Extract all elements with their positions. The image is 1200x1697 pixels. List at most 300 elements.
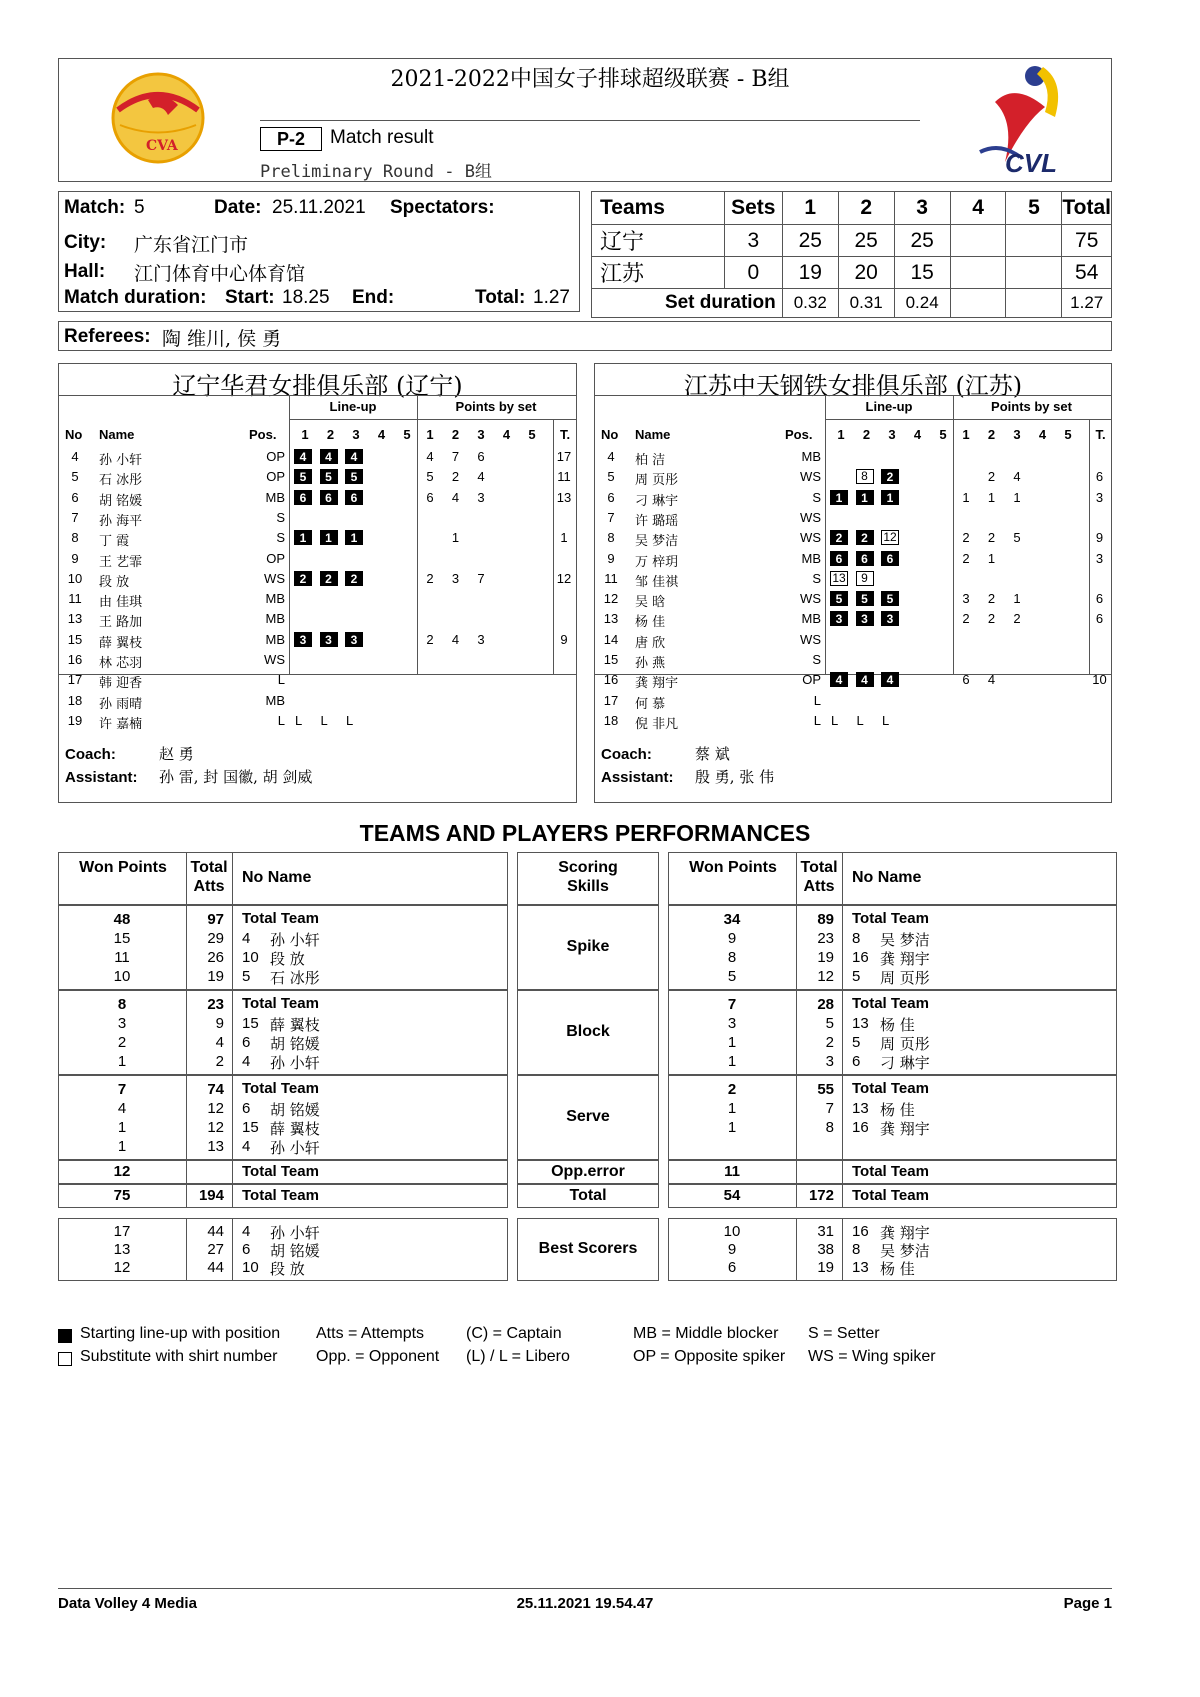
player-row bbox=[59, 508, 576, 528]
set-points: 4 bbox=[451, 631, 460, 647]
player-number: 16 bbox=[603, 672, 619, 688]
total-atts: 27 bbox=[207, 1241, 224, 1258]
player-number: 13 bbox=[603, 611, 619, 627]
total-duration: 1.27 bbox=[1062, 289, 1112, 318]
set-points: 3 bbox=[451, 570, 460, 586]
player-row bbox=[595, 467, 1111, 487]
player-number: 10 bbox=[242, 949, 259, 966]
player-position: MB bbox=[801, 550, 821, 566]
set-duration bbox=[950, 289, 1006, 318]
player-number: 6 bbox=[242, 1034, 251, 1051]
player-total-points: 12 bbox=[556, 570, 572, 586]
set-points: 2 bbox=[962, 550, 970, 566]
won-points: 34 bbox=[723, 911, 741, 928]
starting-position-box: 6 bbox=[830, 551, 848, 566]
player-position: S bbox=[276, 509, 285, 525]
player-number: 6 bbox=[71, 489, 79, 505]
set-points: 6 bbox=[477, 449, 485, 464]
starting-position-box: 1 bbox=[294, 530, 312, 545]
performance-title: TEAMS AND PLAYERS PERFORMANCES bbox=[359, 820, 811, 846]
starting-position-box: 2 bbox=[830, 530, 848, 545]
total-atts: 19 bbox=[817, 949, 834, 966]
city: 广东省江门市 bbox=[134, 234, 249, 256]
player-name: 孙 小轩 bbox=[270, 1224, 320, 1242]
set-points: 7 bbox=[477, 570, 485, 586]
player-row bbox=[59, 650, 576, 670]
won-points-header: Won Points bbox=[689, 859, 777, 876]
player-row bbox=[595, 488, 1111, 508]
set-score bbox=[950, 257, 1006, 289]
won-points: 1 bbox=[727, 1119, 737, 1136]
row-label: Total Team bbox=[242, 1187, 319, 1204]
team-a-roster bbox=[58, 363, 577, 803]
set-points: 6 bbox=[426, 489, 434, 505]
skill-name: Opp.error bbox=[551, 1163, 625, 1180]
divider bbox=[595, 395, 1111, 396]
total-atts: 8 bbox=[825, 1119, 834, 1136]
total-atts: 172 bbox=[808, 1187, 834, 1204]
player-total-points: 1 bbox=[560, 530, 568, 546]
won-points: 7 bbox=[117, 1081, 127, 1098]
player-row bbox=[595, 650, 1111, 670]
lineup-header: Line-up bbox=[865, 399, 913, 414]
won-points: 3 bbox=[727, 1015, 737, 1032]
player-number: 11 bbox=[604, 570, 618, 586]
player-number: 6 bbox=[852, 1053, 861, 1070]
player-name: 倪 非凡 bbox=[635, 716, 679, 732]
name-header: Name bbox=[99, 427, 135, 442]
no-header: No bbox=[601, 427, 619, 442]
cva-logo bbox=[108, 70, 208, 166]
total-atts: 4 bbox=[215, 1034, 224, 1051]
lineup-col-header: 5 bbox=[403, 427, 411, 442]
set-points: 5 bbox=[1013, 530, 1021, 546]
total-atts: 44 bbox=[207, 1259, 224, 1276]
legend-item: Starting line-up with position bbox=[80, 1325, 281, 1342]
won-points: 4 bbox=[117, 1100, 127, 1117]
set-points: 1 bbox=[962, 489, 970, 505]
player-name: 段 放 bbox=[270, 1260, 305, 1278]
set-points: 2 bbox=[1013, 611, 1021, 627]
won-points: 1 bbox=[117, 1053, 127, 1070]
player-row bbox=[595, 549, 1111, 569]
divider bbox=[842, 852, 843, 905]
team-name: 江苏 bbox=[592, 257, 725, 289]
player-position: OP bbox=[266, 469, 285, 485]
player-row bbox=[59, 488, 576, 508]
starting-position-box: 1 bbox=[345, 530, 363, 545]
player-position: WS bbox=[800, 469, 821, 485]
player-number: 5 bbox=[852, 1034, 861, 1051]
player-number: 4 bbox=[242, 1138, 251, 1155]
player-number: 8 bbox=[71, 530, 79, 546]
player-number: 9 bbox=[607, 550, 615, 566]
starting-position-box: 5 bbox=[294, 469, 312, 484]
starting-position-box: 4 bbox=[856, 672, 874, 687]
skill-name: Total bbox=[569, 1187, 607, 1204]
starting-position-box: 3 bbox=[320, 632, 338, 647]
player-name: 柏 洁 bbox=[635, 453, 666, 468]
player-row bbox=[595, 670, 1111, 690]
footer-timestamp: 25.11.2021 19.54.47 bbox=[516, 1595, 654, 1612]
player-position: OP bbox=[266, 550, 285, 566]
player-row bbox=[59, 630, 576, 650]
report-subtitle: Match result bbox=[330, 127, 434, 148]
substitute-box: 8 bbox=[856, 469, 874, 484]
score-header: Sets bbox=[724, 192, 782, 225]
player-number: 7 bbox=[607, 509, 615, 525]
substitute-box: 9 bbox=[856, 571, 874, 586]
player-name: 吴 梦洁 bbox=[880, 1242, 930, 1260]
player-total-points: 9 bbox=[560, 631, 568, 647]
player-name: 刁 琳宇 bbox=[880, 1054, 930, 1072]
cva-logo-text: CVA bbox=[146, 138, 178, 154]
won-points: 1 bbox=[727, 1053, 737, 1070]
player-number: 16 bbox=[852, 1119, 869, 1136]
points-header: Points by set bbox=[455, 399, 537, 414]
divider bbox=[842, 1184, 843, 1208]
player-number: 15 bbox=[603, 652, 619, 667]
player-position: WS bbox=[800, 591, 821, 607]
player-name: 薛 翼枝 bbox=[270, 1016, 320, 1034]
lineup-col-header: 2 bbox=[326, 427, 335, 442]
player-number: 5 bbox=[852, 968, 861, 985]
player-name: 孙 小轩 bbox=[270, 1054, 320, 1072]
player-position: L bbox=[277, 712, 285, 728]
total-label: Total: bbox=[475, 287, 526, 308]
player-name: 何 慕 bbox=[635, 696, 666, 712]
points-col-header: 2 bbox=[451, 427, 460, 442]
won-points: 8 bbox=[727, 949, 737, 966]
duration-label: Match duration: bbox=[64, 287, 207, 308]
player-position: MB bbox=[801, 611, 821, 627]
legend-item: OP = Opposite spiker bbox=[633, 1348, 786, 1365]
title-underline bbox=[260, 120, 920, 121]
total-atts: 55 bbox=[817, 1081, 834, 1098]
set-points: 1 bbox=[1013, 591, 1021, 607]
player-number: 6 bbox=[242, 1100, 251, 1117]
player-name: 刁 琳宇 bbox=[635, 493, 679, 509]
won-points: 7 bbox=[727, 996, 737, 1013]
player-number: 16 bbox=[67, 652, 83, 667]
player-name: 孙 燕 bbox=[635, 656, 666, 671]
set-points: 2 bbox=[987, 611, 996, 627]
player-name: 王 路加 bbox=[99, 615, 143, 631]
spectators-label: Spectators: bbox=[390, 197, 495, 218]
player-name: Total Team bbox=[852, 910, 929, 927]
starting-position-box: 3 bbox=[881, 611, 899, 626]
lineup-col-header: 4 bbox=[913, 427, 922, 442]
player-name: 唐 欣 bbox=[635, 635, 666, 651]
score-header: Teams bbox=[592, 192, 725, 225]
lineup-col-header: 5 bbox=[939, 427, 947, 442]
score-header: 4 bbox=[950, 192, 1006, 225]
player-name: 孙 雨晴 bbox=[99, 696, 143, 712]
set-points: 4 bbox=[426, 449, 434, 464]
skill-name: Serve bbox=[566, 1107, 610, 1125]
player-name: 龚 翔宇 bbox=[880, 1224, 930, 1242]
starting-position-box: 3 bbox=[856, 611, 874, 626]
player-name: 孙 小轩 bbox=[99, 453, 143, 468]
starting-position-box: 4 bbox=[320, 449, 338, 464]
legend-item: (C) = Captain bbox=[466, 1325, 562, 1342]
player-number: 4 bbox=[242, 1223, 251, 1240]
player-number: 17 bbox=[603, 692, 619, 708]
player-number: 13 bbox=[852, 1259, 869, 1276]
no-name-header: No Name bbox=[242, 869, 312, 886]
sets-won: 3 bbox=[724, 225, 782, 257]
report-code: P-2 bbox=[260, 127, 322, 151]
player-name: 胡 铭媛 bbox=[270, 1101, 320, 1119]
starting-position-box: 5 bbox=[320, 469, 338, 484]
player-row bbox=[595, 711, 1111, 731]
team-b-roster bbox=[594, 363, 1112, 803]
match-date: 25.11.2021 bbox=[272, 197, 366, 218]
won-points-header: Won Points bbox=[79, 859, 167, 876]
points-col-header: 4 bbox=[502, 427, 511, 442]
total-atts: 2 bbox=[825, 1034, 834, 1051]
total-atts: 12 bbox=[817, 968, 834, 985]
set-points: 2 bbox=[987, 469, 996, 485]
starting-position-box: 2 bbox=[856, 530, 874, 545]
set-score: 15 bbox=[894, 257, 950, 289]
score-header: 5 bbox=[1006, 192, 1062, 225]
set-duration-label: Set duration bbox=[592, 289, 783, 318]
match-no: 5 bbox=[134, 197, 145, 218]
player-name: 孙 小轩 bbox=[270, 1139, 320, 1157]
substitute-box: 12 bbox=[881, 530, 899, 545]
won-points: 1 bbox=[727, 1100, 737, 1117]
divider bbox=[796, 852, 797, 905]
points-col-header: 1 bbox=[426, 427, 434, 442]
score-header: 3 bbox=[894, 192, 950, 225]
player-name: Total Team bbox=[242, 995, 319, 1012]
score-header-row bbox=[592, 192, 1112, 225]
total-atts: 23 bbox=[207, 996, 224, 1013]
score-table bbox=[591, 191, 1112, 318]
player-position: MB bbox=[265, 611, 285, 627]
divider bbox=[186, 1160, 187, 1184]
match-label: Match: bbox=[64, 197, 126, 218]
player-row bbox=[59, 691, 576, 711]
won-points: 1 bbox=[117, 1138, 127, 1155]
sets-won: 0 bbox=[724, 257, 782, 289]
starting-position-box: 6 bbox=[345, 490, 363, 505]
player-name: 许 嘉楠 bbox=[99, 716, 143, 732]
player-row bbox=[59, 467, 576, 487]
player-name: 林 芯羽 bbox=[99, 656, 143, 671]
player-position: MB bbox=[801, 449, 821, 464]
player-position: S bbox=[812, 652, 821, 667]
set-score: 25 bbox=[894, 225, 950, 257]
player-total-points: 6 bbox=[1095, 469, 1104, 485]
set-points: 2 bbox=[987, 591, 996, 607]
total-atts-header: Total Atts bbox=[800, 859, 838, 895]
footer-rule bbox=[58, 1588, 1112, 1589]
legend-item: WS = Wing spiker bbox=[808, 1348, 936, 1365]
points-col-header: 2 bbox=[987, 427, 996, 442]
player-row bbox=[59, 670, 576, 690]
set-score: 19 bbox=[782, 257, 838, 289]
divider bbox=[232, 1160, 233, 1184]
team-name: 辽宁华君女排俱乐部 (辽宁) bbox=[172, 372, 463, 400]
pos-header: Pos. bbox=[249, 427, 277, 442]
cvl-logo-text: CVL bbox=[1005, 148, 1057, 177]
total-atts: 3 bbox=[825, 1053, 834, 1070]
player-number: 12 bbox=[603, 591, 619, 607]
player-row bbox=[59, 711, 576, 731]
starting-position-box: 2 bbox=[345, 571, 363, 586]
legend-item: (L) / L = Libero bbox=[466, 1348, 570, 1365]
total-atts: 12 bbox=[207, 1119, 224, 1136]
player-number: 6 bbox=[242, 1241, 251, 1258]
team-name: 江苏中天钢铁女排俱乐部 (江苏) bbox=[683, 372, 1023, 400]
lineup-header: Line-up bbox=[329, 399, 377, 414]
set-points: 6 bbox=[962, 672, 970, 688]
libero-mark: L bbox=[295, 712, 303, 728]
total-atts: 23 bbox=[817, 930, 834, 947]
player-name: 龚 翔宇 bbox=[880, 1120, 930, 1138]
set-points: 4 bbox=[451, 489, 460, 505]
starting-position-box: 2 bbox=[881, 469, 899, 484]
won-points: 5 bbox=[727, 968, 737, 985]
won-points: 10 bbox=[113, 968, 131, 985]
no-header: No bbox=[65, 427, 83, 442]
set-points: 3 bbox=[962, 591, 970, 607]
player-number: 15 bbox=[67, 631, 83, 647]
player-name: 韩 迎香 bbox=[99, 676, 143, 692]
set-points: 1 bbox=[987, 550, 996, 566]
starting-position-box: 6 bbox=[320, 490, 338, 505]
won-points: 2 bbox=[117, 1034, 127, 1051]
player-position: WS bbox=[264, 570, 285, 586]
divider bbox=[842, 1218, 843, 1281]
divider bbox=[842, 990, 843, 1075]
player-row bbox=[595, 691, 1111, 711]
player-position: WS bbox=[800, 631, 821, 647]
divider bbox=[796, 1160, 797, 1184]
player-position: S bbox=[276, 530, 285, 546]
set-points: 4 bbox=[477, 469, 485, 485]
skill-name: Spike bbox=[566, 937, 610, 955]
player-name: 段 放 bbox=[270, 950, 305, 968]
total-time: 1.27 bbox=[533, 287, 570, 308]
player-name: 杨 佳 bbox=[880, 1101, 915, 1119]
player-row bbox=[59, 447, 576, 467]
assistant-names: 孙 雷, 封 国徽, 胡 剑威 bbox=[159, 768, 313, 786]
player-number: 13 bbox=[67, 611, 83, 627]
footer-page: Page 1 bbox=[1063, 1595, 1112, 1612]
set-points: 1 bbox=[1013, 489, 1021, 505]
coach-name: 赵 勇 bbox=[159, 745, 194, 763]
player-total-points: 10 bbox=[1092, 672, 1107, 688]
player-position: S bbox=[812, 570, 821, 586]
starting-position-box: 5 bbox=[830, 591, 848, 606]
starting-position-box: 3 bbox=[294, 632, 312, 647]
score-header: 2 bbox=[838, 192, 894, 225]
starting-position-box: 4 bbox=[345, 449, 363, 464]
player-number: 5 bbox=[242, 968, 251, 985]
legend-sub-swatch bbox=[58, 1352, 72, 1366]
set-score: 25 bbox=[838, 225, 894, 257]
divider bbox=[842, 1160, 843, 1184]
divider bbox=[825, 419, 1111, 420]
player-name: 邹 佳祺 bbox=[635, 574, 679, 590]
player-name: 胡 铭媛 bbox=[270, 1035, 320, 1053]
player-number: 14 bbox=[603, 631, 619, 647]
player-row bbox=[59, 569, 576, 589]
starting-position-box: 4 bbox=[881, 672, 899, 687]
won-points: 13 bbox=[113, 1241, 131, 1258]
won-points: 12 bbox=[113, 1163, 131, 1180]
won-points: 9 bbox=[727, 1241, 737, 1258]
player-name: 龚 翔宇 bbox=[635, 676, 679, 692]
total-atts: 38 bbox=[817, 1241, 834, 1258]
starting-position-box: 1 bbox=[881, 490, 899, 505]
player-name: 杨 佳 bbox=[880, 1260, 915, 1278]
player-position: L bbox=[277, 672, 285, 688]
won-points: 6 bbox=[727, 1259, 737, 1276]
player-name: 周 页彤 bbox=[635, 473, 679, 489]
set-score bbox=[950, 225, 1006, 257]
points-header: Points by set bbox=[991, 399, 1072, 414]
player-number: 5 bbox=[71, 469, 79, 485]
set-points: 7 bbox=[451, 449, 460, 464]
player-name: 段 放 bbox=[99, 574, 130, 590]
score-row bbox=[592, 257, 1112, 289]
player-total-points: 3 bbox=[1095, 489, 1104, 505]
libero-mark: L bbox=[320, 712, 328, 728]
won-points: 9 bbox=[727, 930, 737, 947]
player-position: L bbox=[813, 692, 821, 708]
total-header: T. bbox=[559, 427, 571, 442]
set-score bbox=[1006, 257, 1062, 289]
divider bbox=[232, 905, 233, 990]
lineup-col-header: 3 bbox=[888, 427, 896, 442]
player-number: 16 bbox=[852, 1223, 869, 1240]
starting-position-box: 5 bbox=[856, 591, 874, 606]
player-position: OP bbox=[266, 449, 285, 464]
libero-mark: L bbox=[856, 712, 864, 728]
set-points: 5 bbox=[426, 469, 434, 485]
row-label: Total Team bbox=[852, 1187, 929, 1204]
starting-position-box: 1 bbox=[856, 490, 874, 505]
divider bbox=[232, 852, 233, 905]
divider bbox=[289, 419, 576, 420]
won-points: 11 bbox=[114, 949, 130, 966]
score-header: Total bbox=[1062, 192, 1112, 225]
player-total-points: 6 bbox=[1095, 591, 1104, 607]
lineup-col-header: 1 bbox=[301, 427, 309, 442]
set-points: 2 bbox=[451, 469, 460, 485]
player-position: S bbox=[812, 489, 821, 505]
player-position: WS bbox=[264, 652, 285, 667]
set-score: 25 bbox=[782, 225, 838, 257]
won-points: 12 bbox=[113, 1259, 131, 1276]
starting-position-box: 3 bbox=[345, 632, 363, 647]
set-points: 1 bbox=[987, 489, 996, 505]
hall-label: Hall: bbox=[64, 261, 106, 282]
player-number: 10 bbox=[242, 1259, 259, 1276]
set-points: 4 bbox=[1013, 469, 1021, 485]
set-points: 4 bbox=[987, 672, 996, 688]
scoring-skills-header: Scoring Skills bbox=[558, 859, 618, 895]
won-points: 3 bbox=[117, 1015, 127, 1032]
total-atts: 97 bbox=[207, 911, 224, 928]
player-row bbox=[595, 609, 1111, 629]
date-label: Date: bbox=[214, 197, 262, 218]
player-number: 8 bbox=[607, 530, 615, 546]
